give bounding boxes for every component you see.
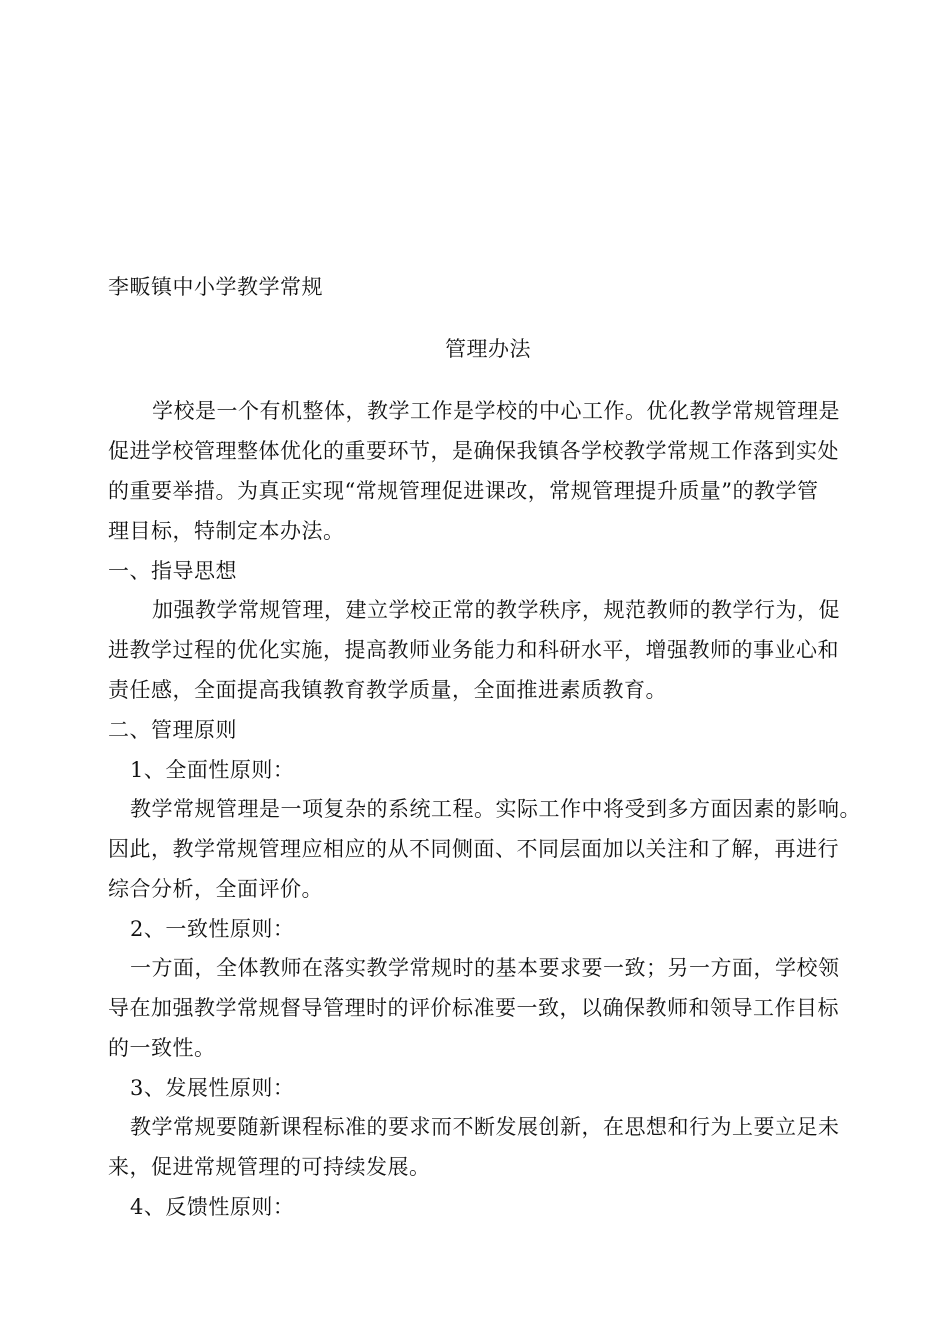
principle3-heading: 3、发展性原则： [130, 1076, 295, 1100]
principle1-paragraph-line: 综合分析，全面评价。 [108, 877, 323, 901]
intro-paragraph-line: 的重要举措。为真正实现“常规管理促进课改，常规管理提升质量”的教学管 [108, 479, 819, 503]
principle1-paragraph-line: 教学常规管理是一项复杂的系统工程。实际工作中将受到多方面因素的影响。 [130, 797, 861, 821]
section2-heading: 二、管理原则 [108, 718, 237, 742]
intro-paragraph-line: 学校是一个有机整体，教学工作是学校的中心工作。优化教学常规管理是 [152, 399, 840, 423]
principle3-paragraph-line: 来，促进常规管理的可持续发展。 [108, 1155, 431, 1179]
principle3-paragraph-line: 教学常规要随新课程标准的要求而不断发展创新，在思想和行为上要立足未 [130, 1115, 840, 1139]
intro-paragraph-line: 理目标，特制定本办法。 [108, 519, 345, 543]
section1-paragraph-line: 进教学过程的优化实施，提高教师业务能力和科研水平，增强教师的事业心和 [108, 638, 839, 662]
section1-paragraph-line: 责任感，全面提高我镇教育教学质量，全面推进素质教育。 [108, 678, 667, 702]
principle2-heading: 2、一致性原则： [130, 917, 295, 941]
document-title-line2: 管理办法 [445, 337, 531, 361]
principle1-paragraph-line: 因此，教学常规管理应相应的从不同侧面、不同层面加以关注和了解，再进行 [108, 837, 839, 861]
section1-paragraph-line: 加强教学常规管理，建立学校正常的教学秩序，规范教师的教学行为，促 [152, 598, 840, 622]
intro-paragraph-line: 促进学校管理整体优化的重要环节，是确保我镇各学校教学常规工作落到实处 [108, 439, 839, 463]
principle2-paragraph-line: 一方面，全体教师在落实教学常规时的基本要求要一致；另一方面，学校领 [130, 956, 840, 980]
principle2-paragraph-line: 导在加强教学常规督导管理时的评价标准要一致，以确保教师和领导工作目标 [108, 996, 839, 1020]
document-title-line1: 李畈镇中小学教学常规 [108, 275, 323, 299]
section1-heading: 一、指导思想 [108, 559, 237, 583]
principle2-paragraph-line: 的一致性。 [108, 1036, 216, 1060]
principle4-heading: 4、反馈性原则： [130, 1195, 295, 1219]
principle1-heading: 1、全面性原则： [130, 758, 295, 782]
